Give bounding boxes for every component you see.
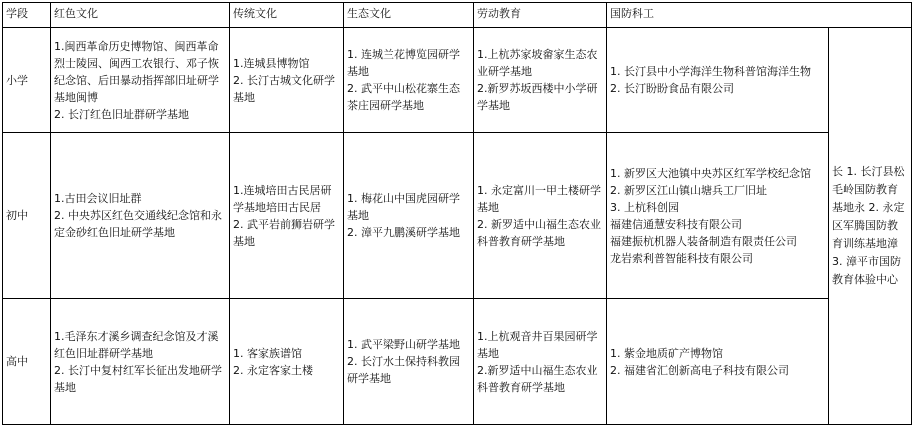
list-item: 1.上杭苏家坡畲家生态农业研学基地 — [477, 48, 598, 78]
defense-education-bases-cell: 长 1. 长汀县松毛岭国防教育基地永 2. 永定区军腾国防教育训练基地漳 3. 漳平市国防教育体验中心 — [829, 28, 912, 425]
list-item: 1. 武平梁野山研学基地 — [347, 338, 460, 351]
red-culture-cell — [51, 299, 230, 425]
table-row-junior — [3, 133, 912, 299]
list-item: 1. 新罗区大池镇中央苏区红军学校纪念馆 — [610, 166, 811, 180]
stage-label: 小学 — [3, 28, 51, 133]
defense-industry-cell — [607, 133, 829, 299]
list-item: 1. 长汀县中小学海洋生物科普馆海洋生物 — [610, 65, 811, 78]
list-item: 1.连城培田古民居研学基地培田古民居 — [233, 183, 332, 214]
list-item: 1.毛泽东才溪乡调查纪念馆及才溪红色旧址群研学基地 — [54, 329, 219, 360]
header-defense-industry: 国防科工 — [607, 3, 912, 28]
list-item: 2. 武平中山松花寨生态茶庄园研学基地 — [347, 82, 460, 112]
traditional-culture-cell — [230, 28, 344, 133]
defense-industry-cell — [607, 299, 829, 425]
ecological-culture-cell — [344, 299, 474, 425]
labor-education-cell — [474, 133, 607, 299]
list-item: 2. 长汀水土保持科教园研学基地 — [347, 355, 460, 385]
list-item: 2. 永定客家土楼 — [233, 363, 313, 377]
table-row-senior — [3, 299, 912, 425]
list-item: 1.连城县博物馆 — [233, 56, 310, 70]
defense-industry-cell — [607, 28, 829, 133]
list-item: 龙岩索利普智能科技有限公司 — [610, 251, 753, 265]
list-item: 2. 长汀中复村红军长征出发地研学基地 — [54, 363, 222, 394]
header-ecological-culture: 生态文化 — [344, 3, 474, 28]
list-item: 2. 长汀盼盼食品有限公司 — [610, 82, 734, 95]
list-item: 1.古田会议旧址群 — [54, 192, 142, 205]
list-item: 1. 梅花山中国虎园研学基地 — [347, 192, 460, 222]
list-item: 2. 长汀古城文化研学基地 — [233, 73, 335, 104]
list-item: 1. 永定富川一甲土楼研学基地 — [477, 183, 601, 214]
table-row-primary — [3, 28, 912, 133]
list-item: 1. 连城兰花博览园研学基地 — [347, 48, 460, 78]
list-item: 2. 长汀红色旧址群研学基地 — [54, 107, 189, 121]
list-item: 2. 新罗适中山福生态农业科普教育研学基地 — [477, 217, 601, 248]
list-item: 2. 新罗区江山镇山塘兵工厂旧址 — [610, 183, 767, 197]
traditional-culture-cell — [230, 133, 344, 299]
list-item: 2.新罗适中山福生态农业科普教育研学基地 — [477, 363, 598, 394]
red-culture-cell — [51, 133, 230, 299]
list-item: 2. 武平岩前狮岩研学基地 — [233, 217, 335, 248]
header-red-culture: 红色文化 — [51, 3, 230, 28]
list-item: 1.上杭观音井百果园研学基地 — [477, 329, 598, 360]
list-item: 2.新罗苏坂西楼中小学研学基地 — [477, 82, 598, 112]
header-labor-education: 劳动教育 — [474, 3, 607, 28]
labor-education-cell — [474, 299, 607, 425]
list-item: 2. 漳平九鹏溪研学基地 — [347, 226, 460, 239]
header-traditional-culture: 传统文化 — [230, 3, 344, 28]
header-stage: 学段 — [3, 3, 51, 28]
list-item: 1.闽西革命历史博物馆、闽西革命烈士陵园、闽西工农银行、邓子恢纪念馆、后田暴动指挥部旧址研学基地闽博 — [54, 39, 219, 104]
list-item: 2. 中央苏区红色交通线纪念馆和永定金砂红色旧址研学基地 — [54, 209, 222, 239]
ecological-culture-cell — [344, 133, 474, 299]
list-item: 2. 福建省汇创新高电子科技有限公司 — [610, 363, 789, 377]
ecological-culture-cell — [344, 28, 474, 133]
stage-label: 高中 — [3, 299, 51, 425]
list-item: 3. 上杭科创园 — [610, 200, 679, 214]
stage-label: 初中 — [3, 133, 51, 299]
list-item: 1. 紫金地质矿产博物馆 — [610, 346, 723, 360]
list-item: 福建信通慧安科技有限公司 — [610, 217, 742, 231]
header-row — [3, 3, 912, 28]
traditional-culture-cell — [230, 299, 344, 425]
list-item: 1. 客家族谱馆 — [233, 346, 302, 360]
research-base-table — [2, 2, 912, 425]
red-culture-cell — [51, 28, 230, 133]
list-item: 福建振杭机器人装备制造有限责任公司 — [610, 234, 797, 248]
labor-education-cell — [474, 28, 607, 133]
